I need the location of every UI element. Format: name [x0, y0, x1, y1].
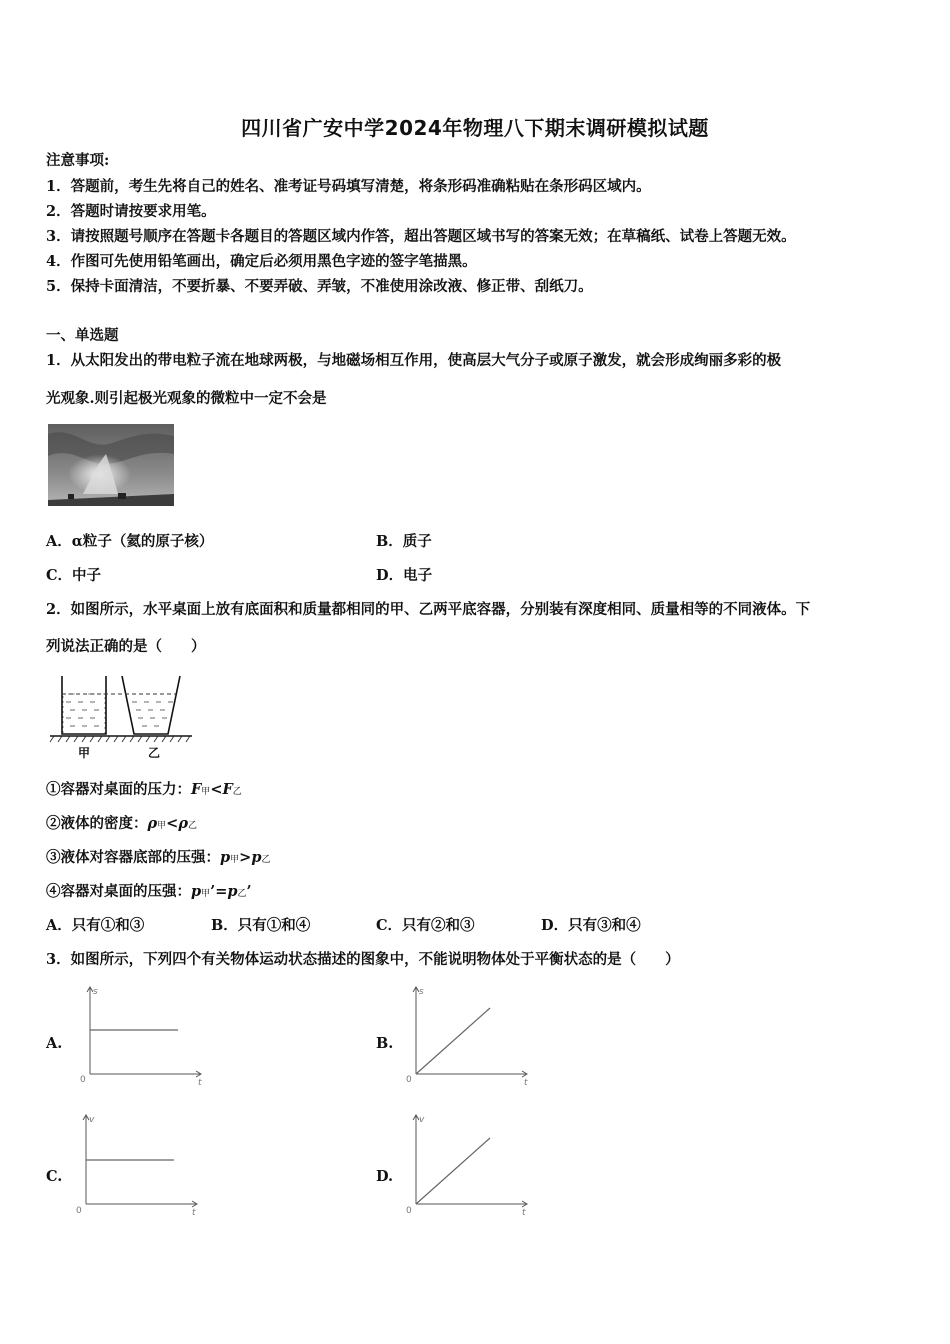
graph-d-y-label: v: [419, 1115, 425, 1125]
graph-c-y-label: v: [89, 1115, 95, 1125]
q3-option-c-label: C.: [46, 1168, 63, 1185]
q3-option-a-label: A.: [46, 1035, 63, 1052]
q1-option-a: A．α粒子（氦的原子核）: [46, 533, 214, 550]
notice-item: 1．答题前，考生先将自己的姓名、准考证号码填写清楚，将条形码准确粘贴在条形码区域内。: [46, 178, 651, 195]
graph-b-origin: 0: [406, 1075, 412, 1085]
graph-c: [72, 1112, 202, 1218]
notice-item: 2．答题时请按要求用笔。: [46, 203, 216, 220]
aurora-photo: [48, 424, 174, 506]
q2-option-b: B．只有①和④: [211, 917, 311, 934]
q2-statement-1: ①容器对桌面的压力：F甲<F乙: [46, 781, 242, 798]
page-title: 四川省广安中学2024年物理八下期末调研模拟试题: [241, 116, 709, 140]
q1-stem-line1: 1．从太阳发出的带电粒子流在地球两极，与地磁场相互作用，使高层大气分子或原子激发，就会形成绚丽多彩的极: [46, 352, 782, 369]
container-label-jia: 甲: [78, 746, 91, 760]
q3-option-d-label: D.: [376, 1168, 394, 1185]
graph-a-origin: 0: [80, 1075, 86, 1085]
q3-option-b-label: B.: [376, 1035, 394, 1052]
graph-a-x-label: t: [198, 1078, 202, 1088]
notice-item: 3．请按照题号顺序在答题卡各题目的答题区域内作答，超出答题区域书写的答案无效；在草稿纸、试卷上答题无效。: [46, 228, 796, 245]
graph-d-x-label: t: [522, 1208, 526, 1218]
container-label-yi: 乙: [148, 746, 161, 760]
graph-c-origin: 0: [76, 1206, 82, 1216]
q1-option-c: C．中子: [46, 567, 102, 584]
q2-statement-3: ③液体对容器底部的压强：p甲>p乙: [46, 849, 271, 866]
graph-d: [402, 1112, 532, 1218]
graph-b-y-label: s: [419, 987, 424, 997]
section-heading: 一、单选题: [46, 327, 119, 344]
graph-a: [76, 984, 206, 1088]
notice-item: 4．作图可先使用铅笔画出，确定后必须用黑色字迹的签字笔描黑。: [46, 253, 477, 270]
notice-item: 5．保持卡面清洁，不要折暴、不要弄破、弄皱，不准使用涂改液、修正带、刮纸刀。: [46, 278, 593, 295]
q1-stem-line2: 光观象.则引起极光观象的微粒中一定不会是: [46, 390, 327, 407]
notice-heading: 注意事项:: [46, 152, 110, 169]
q2-option-d: D．只有③和④: [541, 917, 641, 934]
graph-a-y-label: s: [93, 987, 98, 997]
graph-b: [402, 984, 532, 1088]
graph-b-x-label: t: [524, 1078, 528, 1088]
containers-figure: [46, 672, 196, 760]
graph-c-x-label: t: [192, 1208, 196, 1218]
graph-d-origin: 0: [406, 1206, 412, 1216]
q1-option-b: B．质子: [376, 533, 432, 550]
q2-statement-2: ②液体的密度：ρ甲<ρ乙: [46, 815, 197, 832]
q2-option-a: A．只有①和③: [46, 917, 145, 934]
q2-statement-4: ④容器对桌面的压强：p甲’=p乙’: [46, 883, 252, 900]
q3-stem: 3．如图所示，下列四个有关物体运动状态描述的图象中，不能说明物体处于平衡状态的是（ ）: [46, 951, 680, 968]
q2-stem-line2: 列说法正确的是（ ）: [46, 638, 206, 655]
q1-option-d: D．电子: [376, 567, 433, 584]
q2-option-c: C．只有②和③: [376, 917, 475, 934]
q2-stem-line1: 2．如图所示，水平桌面上放有底面积和质量都相同的甲、乙两平底容器，分别装有深度相同、质量相等的不同液体。下: [46, 601, 811, 618]
